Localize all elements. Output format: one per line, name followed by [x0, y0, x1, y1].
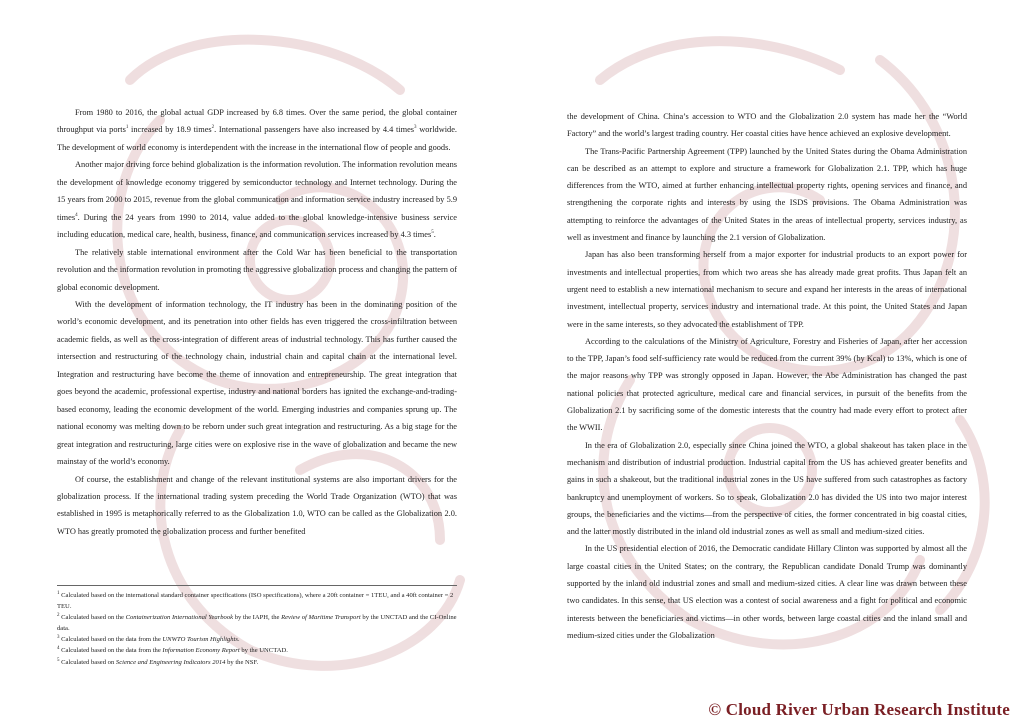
italic-title: UNWTO Tourism Highlights	[162, 636, 238, 644]
paragraph	[57, 104, 457, 156]
footnote-ref: 4	[75, 212, 78, 218]
text-run: the development of China. China’s accession to WTO and the Globalization 2.0 system has made her the “World Factory” and the world’s largest trading country. Her coastal cities have hence achieved an explosive development.	[567, 112, 967, 139]
footnote-ref: 3	[57, 635, 60, 641]
text-run: by the UNCTAD.	[239, 647, 288, 655]
paragraph	[567, 540, 967, 644]
footnote-ref: 2	[57, 613, 60, 618]
footnote-ref: 2	[211, 125, 215, 131]
footnote-ref: 1	[125, 125, 129, 131]
text-run: .	[433, 230, 436, 240]
footnote-ref: 3	[414, 125, 417, 131]
text-run: In the US presidential election of 2016, the Democratic candidate Hillary Clinton was supported by almost all the large coastal cities in the United States; on the contrary, the Republican candidate Donald Trump was dominantly supported by the inland old industrial zones and small and medium-sized cities. A clear line was drawn between these two candidates. In this sense, that US election was a contest of social awareness and a fight for political and economic interests between the beneficiaries and victims—in other words, between large coastal cities and the inland small and medium-sized cities under the Globalization	[567, 544, 967, 640]
italic-title: Containerization International Yearbook	[125, 614, 234, 622]
text-run: The Trans-Pacific Partnership Agreement (TPP) launched by the United States during the Obama Administration can be described as an attempt to explore and structure a framework for Globalization 2.1. TPP, which has huge differences from the WTO, aimed at further enhancing intellectual property rights, opening services and finance, and strengthening the corporate rights and interests by using the ISDS provisions. The Obama Administration was attempting to reinforce the advantages of the United States in the areas of intellectual property, services industry, as well as investment and finance by launching the 2.1 version of Globalization.	[567, 146, 967, 243]
italic-title: Review of Maritime Transport	[281, 614, 361, 622]
text-run: . During the 24 years from 1990 to 2014, value added to the global knowledge-intensive business service including education, medical care, health, business, finance, and communication services increased by 4.3 times	[57, 212, 457, 240]
text-run: Calculated based on the data from the	[59, 647, 163, 655]
text-run: The relatively stable international environment after the Cold War has been beneficial to the transportation revolution and the information revolution in promoting the aggressive globalization process and changing the pattern of global economic development.	[57, 247, 457, 292]
text-run: Another major driving force behind globalization is the information revolution. The information revolution means the development of knowledge economy triggered by semiconductor technology and Internet technology. During the 15 years from 2000 to 2015, revenue from the global communication and information service industry increased by 5.9 times	[57, 160, 457, 222]
footnote	[57, 612, 457, 634]
footnote	[57, 634, 457, 645]
footnote-ref: 1	[57, 590, 60, 596]
italic-title: Information Economy Report	[162, 647, 240, 655]
paragraph	[57, 244, 457, 296]
italic-title: Science and Engineering Indicators 2014	[115, 658, 226, 666]
footnotes	[57, 585, 457, 668]
text-run: by the IAPH, the	[233, 614, 282, 622]
copyright-notice: © Cloud River Urban Research Institute	[708, 700, 1010, 719]
text-run: Of course, the establishment and change of the relevant institutional systems are also important drivers for the globalization process. If the international trading system preceding the World Trade Organization (WTO) that was established in 1995 is metaphorically referred to as the Globalization 1.0, WTO can be called as the Globalization 2.0. WTO has greatly promoted the globalization process and further benefited	[57, 474, 457, 536]
paragraph	[567, 108, 967, 143]
footnote	[57, 645, 457, 656]
text-run: Japan has also been transforming herself from a major exporter for industrial products to an export power for investments and intellectual properties, from which two areas she has already made great profits. Thus Japan felt an urgent need to establish a new international mechanism to secure and expand her interests in the areas of international investment, intellectual property, services industry and international trade. At this point, the United States and Japan were in the same interests, so they advocated the establishment of TPP.	[567, 250, 967, 329]
text-run: Calculated based on	[59, 658, 116, 666]
footnote-ref: 5	[431, 230, 434, 236]
text-run: by the UNCTAD and the CI-Online data.	[57, 614, 457, 633]
text-run: by the NSF.	[225, 658, 259, 666]
right-page	[567, 108, 967, 644]
text-run: Calculated based on the	[59, 614, 126, 622]
paragraph	[567, 246, 967, 332]
text-run: .	[237, 636, 240, 644]
footnote-ref: 5	[57, 657, 60, 663]
text-run: From 1980 to 2016, the global actual GDP increased by 6.8 times. Over the same period, the global container throughput via ports	[57, 108, 457, 135]
paragraph	[57, 296, 457, 471]
footnote	[57, 590, 457, 612]
text-run: With the development of information technology, the IT industry has been in the dominating position of the world’s economic development, and its penetration into other fields has even triggered the cross-infiltration between academic fields, as well as the cross-integration of different areas of industrial technology. This has further caused the intersection and restructuring of the technology chain, industrial chain and capital chain at the international level. Integration and restructuring have become the theme of innovation and entrepreneurship. The great integration that goes beyond the academic, professional expertise, industry and national borders has ignited the exchange-and-trading-based economy, leading the economic development of the world. Emerging industries and companies sprung up. The national economy was melting down to be reborn under such great integration and restructuring. As a big stage for the great integration and restructuring, large cities were on explosive rise in the wave of globalization and became the new mainstay of the world’s economy.	[57, 299, 457, 467]
text-run: . International passengers have also increased by 4.4 times	[214, 125, 415, 135]
text-run: According to the calculations of the Ministry of Agriculture, Forestry and Fisheries of Japan, after her accession to the TPP, Japan’s food self-sufficiency rate would be reduced from the current 39% (by Kcal) to 13%, which is one of the major reasons why TPP was strongly opposed in Japan. However, the Abe Administration has changed the past national policies that protected agriculture, medical care and financial services, in pursuit of the benefits from the Globalization 2.1 by sacrificing some of the domestic interests that the country had made every effort to protect after the WWII.	[567, 336, 967, 433]
paragraph	[57, 471, 457, 541]
text-run: In the era of Globalization 2.0, especially since China joined the WTO, a global shakeout has taken place in the mechanism and distribution of industrial production. Industrial capital from the US has achieved greater benefits and gains in such a shakeout, but the traditional industrial zones in the US have suffered from such catastrophes as factory bankruptcy and unemployment of workers. So to speak, Globalization 2.0 has divided the US into two major interest groups, the beneficiaries and the victims—from the perspective of cities, the former concentrated in big coastal cities, and the latter mostly distributed in the inland old industrial zones as well as small and medium-sized cities.	[567, 440, 967, 537]
right-body	[567, 108, 967, 644]
text-run: worldwide. The development of world economy is interdependent with the increase in the international flow of people and goods.	[57, 125, 458, 152]
paragraph	[57, 156, 457, 243]
left-body	[57, 104, 457, 540]
footnote	[57, 657, 457, 668]
text-run: Calculated based on the international standard container specifications (ISO specifications), where a 20ft container = 1TEU, and a 40ft container = 2 TEU.	[57, 592, 454, 611]
paragraph	[567, 437, 967, 541]
text-run: Calculated based on the data from the	[59, 636, 163, 644]
paragraph	[567, 143, 967, 247]
footnote-ref: 4	[57, 646, 60, 652]
left-page	[57, 104, 457, 540]
paragraph	[567, 333, 967, 437]
text-run: increased by 18.9 times	[128, 125, 212, 135]
